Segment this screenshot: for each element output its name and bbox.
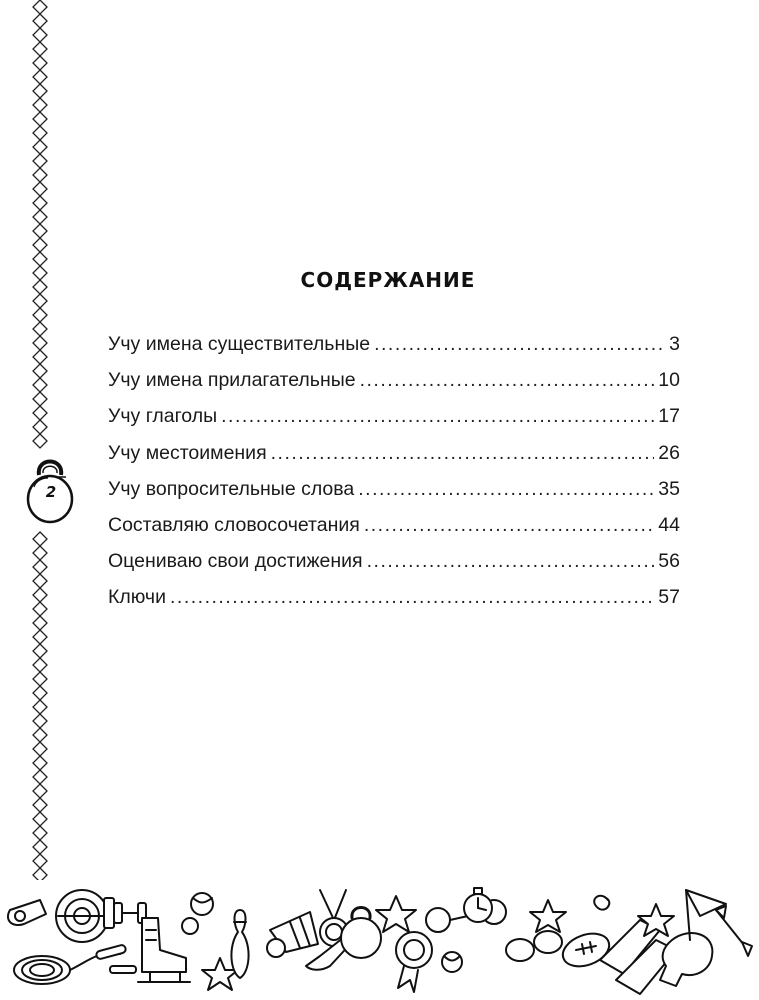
- chain-link: [33, 266, 47, 280]
- chain-link: [33, 560, 47, 574]
- stopwatch-icon: [464, 888, 492, 922]
- chain-link: [33, 840, 47, 854]
- dumbbell-icon: [104, 898, 146, 928]
- toc-entry-title: Оцениваю свои достижения: [108, 550, 363, 573]
- chain-link: [33, 126, 47, 140]
- dart-icon: [716, 906, 752, 956]
- chain-link: [33, 308, 47, 322]
- bowling-pin-icon: [231, 910, 248, 978]
- rugby-ball-icon: [558, 928, 613, 973]
- toc-entry[interactable]: [108, 369, 680, 405]
- star-icon: [530, 900, 566, 932]
- toc-entry-page: 17: [658, 405, 680, 428]
- sports-equipment-border: [0, 870, 759, 1000]
- chain-link: [33, 112, 47, 126]
- page-title: СОДЕРЖАНИЕ: [300, 268, 476, 292]
- chain-link: [33, 210, 47, 224]
- chain-link: [33, 252, 47, 266]
- toc-entry[interactable]: [108, 478, 680, 514]
- toc-entry[interactable]: [108, 514, 680, 550]
- toc-leader-dots: [374, 333, 665, 356]
- chain-link: [33, 644, 47, 658]
- chain-link: [33, 154, 47, 168]
- toc-entry-title: Учу вопросительные слова: [108, 477, 355, 500]
- toc-leader-dots: [360, 369, 655, 392]
- chain-link: [33, 322, 47, 336]
- chain-link: [33, 630, 47, 644]
- chain-link: [33, 14, 47, 28]
- table-of-contents: [108, 333, 680, 623]
- chain-link: [33, 686, 47, 700]
- page-number: 2: [45, 483, 57, 501]
- chain-link: [33, 700, 47, 714]
- chain-link: [33, 588, 47, 602]
- toc-entry-title: Учу глаголы: [108, 405, 218, 428]
- toc-entry-page: 35: [658, 477, 680, 500]
- chain-link: [33, 140, 47, 154]
- toc-entry-title: Учу имена прилагательные: [108, 369, 356, 392]
- chain-link: [33, 406, 47, 420]
- chain-link: [33, 546, 47, 560]
- chain-link: [33, 196, 47, 210]
- chain-link: [33, 70, 47, 84]
- chain-link: [33, 364, 47, 378]
- toc-leader-dots: [364, 514, 654, 537]
- chain-link: [33, 756, 47, 770]
- jump-rope-icon: [95, 944, 136, 973]
- chain-link: [33, 532, 47, 546]
- ball-icon: [182, 893, 213, 934]
- chain-link: [33, 280, 47, 294]
- toc-entry-page: 57: [658, 586, 680, 609]
- chain-link: [33, 182, 47, 196]
- chain-link: [33, 742, 47, 756]
- chain-link: [33, 350, 47, 364]
- toc-entry-page: 10: [658, 369, 680, 392]
- chain-link: [33, 238, 47, 252]
- goggles-icon: [506, 931, 562, 961]
- chain-link: [33, 854, 47, 868]
- toc-entry[interactable]: [108, 586, 680, 622]
- chain-link: [33, 336, 47, 350]
- chain-link: [33, 574, 47, 588]
- toc-entry[interactable]: [108, 333, 680, 369]
- target-icon: [56, 890, 108, 942]
- chain-link: [33, 28, 47, 42]
- toc-entry-title: Учу местоимения: [108, 441, 267, 464]
- toc-entry-title: Учу имена существительные: [108, 333, 371, 355]
- chain-link: [33, 168, 47, 182]
- chain-link: [33, 770, 47, 784]
- chain-link: [33, 798, 47, 812]
- chain-link: [33, 42, 47, 56]
- chain-link: [33, 826, 47, 840]
- toc-leader-dots: [367, 550, 655, 573]
- whistle-icon: [8, 900, 46, 925]
- toc-entry-page: 26: [658, 441, 680, 464]
- chain-link: [33, 420, 47, 434]
- toc-entry-page: 56: [658, 550, 680, 573]
- toc-entry[interactable]: [108, 550, 680, 586]
- toc-leader-dots: [358, 478, 654, 501]
- boxing-glove-icon: [660, 933, 712, 986]
- chain-link: [33, 616, 47, 630]
- chain-link: [33, 728, 47, 742]
- chain-link: [33, 602, 47, 616]
- chain-link: [33, 434, 47, 448]
- swirl-icon: [594, 896, 609, 910]
- toc-leader-dots: [170, 586, 654, 609]
- chain-link: [33, 98, 47, 112]
- toc-entry-title: Составляю словосочетания: [108, 513, 360, 536]
- toc-leader-dots: [271, 442, 655, 465]
- chain-link: [33, 294, 47, 308]
- chain-link: [33, 812, 47, 826]
- chain-link: [33, 0, 47, 14]
- toc-entry-page: 44: [658, 513, 680, 536]
- chain-link: [33, 672, 47, 686]
- toc-entry[interactable]: [108, 442, 680, 478]
- shuttlecock-icon: [267, 912, 318, 957]
- rosette-icon: [396, 932, 432, 992]
- chain-link: [33, 658, 47, 672]
- toc-leader-dots: [221, 405, 654, 428]
- toc-entry[interactable]: [108, 405, 680, 441]
- chain-link: [33, 392, 47, 406]
- chain-link: [33, 714, 47, 728]
- chain-link: [33, 224, 47, 238]
- chain-link: [33, 84, 47, 98]
- kettlebell-icon: [341, 908, 381, 959]
- ball-icon: [442, 952, 462, 972]
- toc-entry-page: 3: [669, 333, 680, 355]
- toc-entry-title: Ключи: [108, 586, 166, 609]
- chain-link: [33, 56, 47, 70]
- star-icon: [376, 896, 416, 932]
- diamond-chain-decoration: [31, 0, 49, 880]
- chain-link: [33, 784, 47, 798]
- chain-link: [33, 378, 47, 392]
